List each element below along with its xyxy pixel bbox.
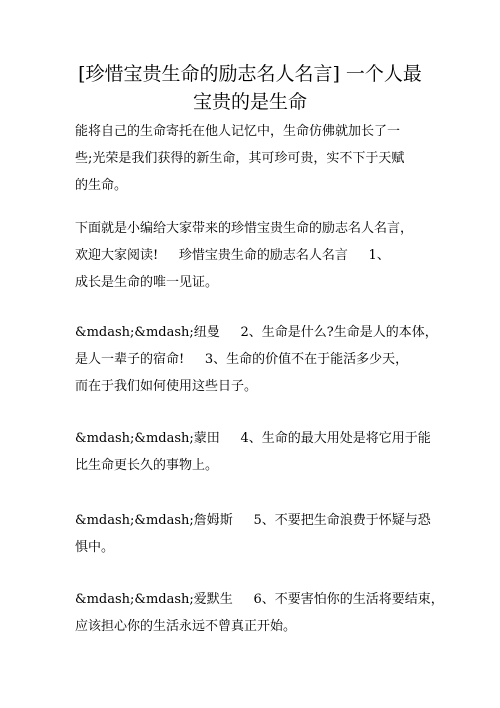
text-line: 的生命。 <box>75 178 128 193</box>
title-line-2: 宝贵的是生命 <box>192 91 307 113</box>
text-line: 能将自己的生命寄托在他人记忆中，生命仿佛就加长了一 <box>75 124 401 139</box>
paragraph-6 <box>75 586 444 640</box>
text-line: &mdash;&mdash;詹姆斯 5、不要把生命浪费于怀疑与恐 <box>75 513 431 528</box>
text-line: 是人一辈子的宿命! 3、生命的价值不在于能活多少天， <box>75 352 409 367</box>
document-title <box>40 60 460 116</box>
paragraph-4 <box>75 425 435 479</box>
title-line-1: [珍惜宝贵生命的励志名人名言] 一个人最 <box>78 63 422 85</box>
text-line: 欢迎大家阅读! 珍惜宝贵生命的励志名人名言 1、 <box>75 248 390 263</box>
text-line: &mdash;&mdash;纽曼 2、生命是什么?生命是人的本体， <box>75 325 438 340</box>
text-line: 比生命更长久的事物上。 <box>75 458 219 473</box>
text-line: 成长是生命的唯一见证。 <box>75 275 219 290</box>
paragraph-1 <box>75 118 435 199</box>
text-line: 些;光荣是我们获得的新生命，其可珍可贵，实不下于天赋 <box>75 151 405 166</box>
text-line: &mdash;&mdash;蒙田 4、生命的最大用处是将它用于能 <box>75 431 431 446</box>
text-line: 惧中。 <box>75 540 115 555</box>
paragraph-3 <box>75 319 438 400</box>
text-line: 应该担心你的生活永远不曾真正开始。 <box>75 619 297 634</box>
paragraph-5 <box>75 507 435 561</box>
paragraph-2 <box>75 215 435 296</box>
text-line: &mdash;&mdash;爱默生 6、不要害怕你的生活将要结束， <box>75 592 444 607</box>
text-line: 下面就是小编给大家带来的珍惜宝贵生命的励志名人名言， <box>75 221 414 236</box>
text-line: 而在于我们如何使用这些日子。 <box>75 379 258 394</box>
